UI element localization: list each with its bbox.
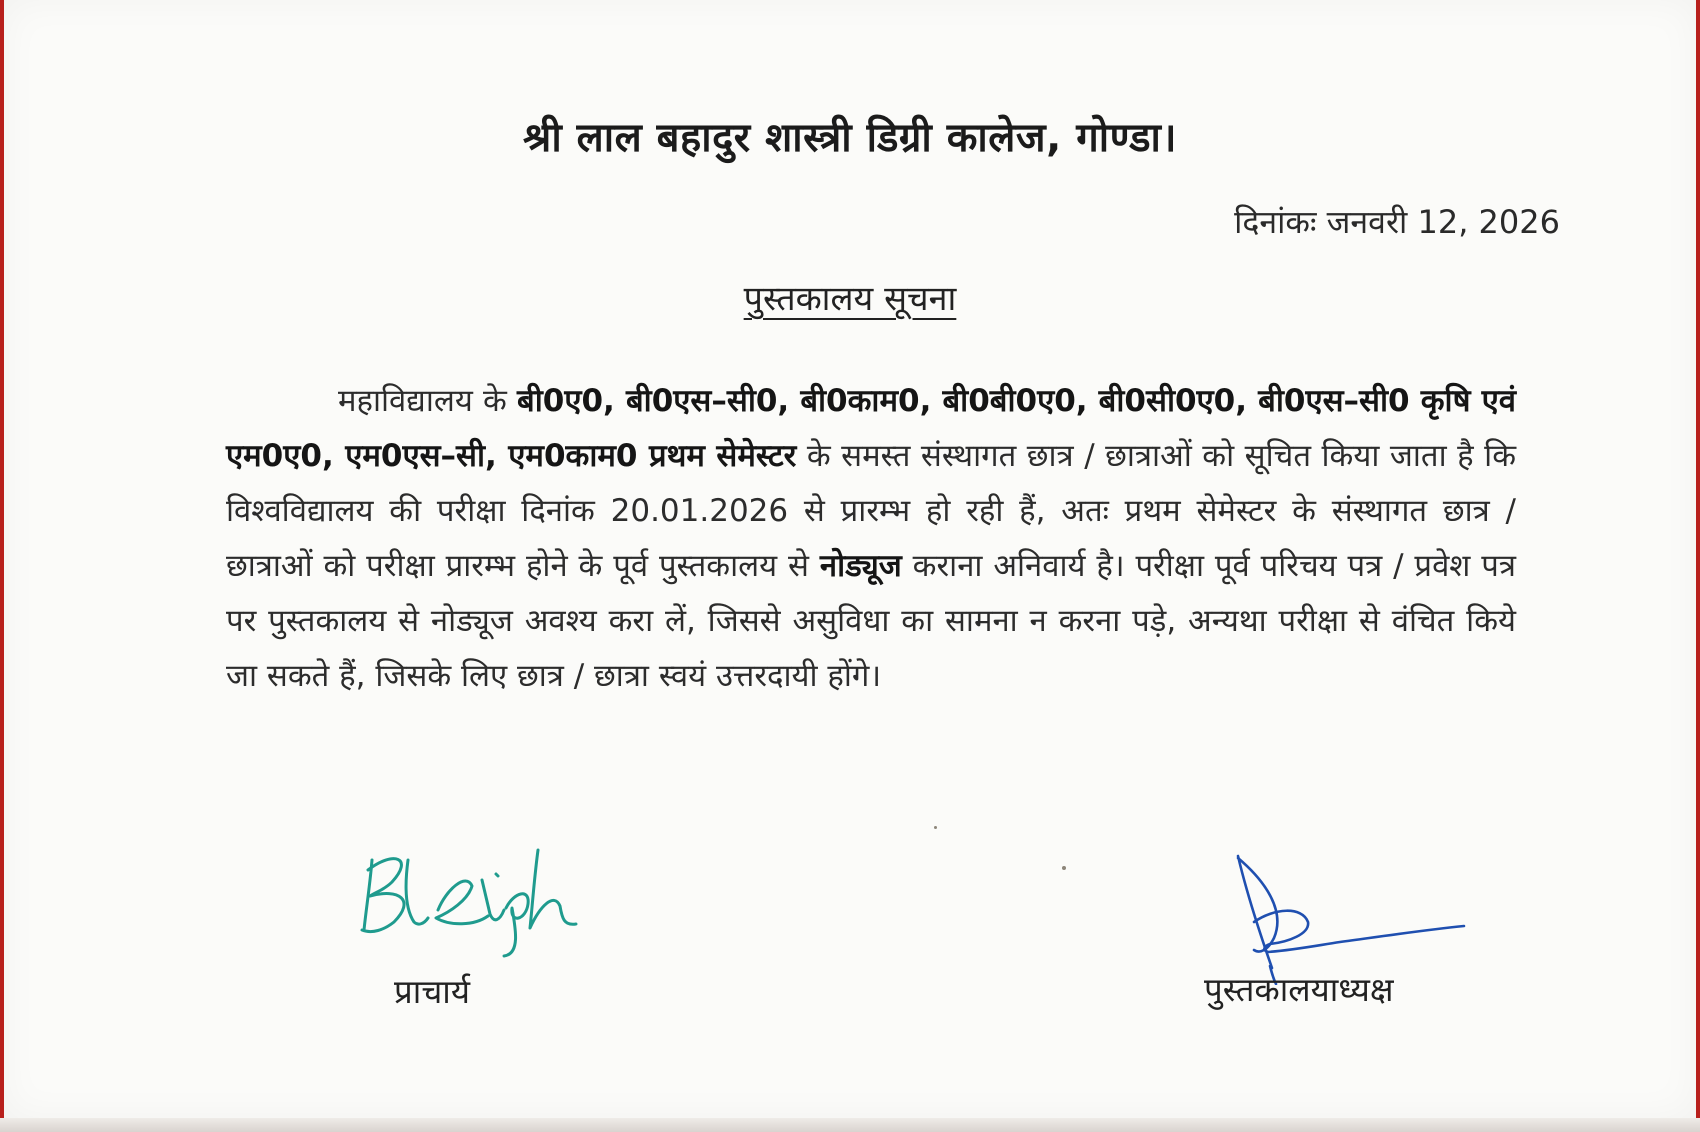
librarian-signature [1224, 850, 1469, 985]
body-part-2: के समस्त संस्थागत छात्र / छात्राओं को सूचित किया जाता है कि विश्वविद्यालय की परीक्षा दिनांक 20.01.2026 से प्रारम्भ हो रही हैं, अतः प्रथम सेमेस्टर के संस्थागत छात्र / छात्राओं को परीक्षा प्रारम्भ होने के पूर्व पुस्तकालय से [226, 438, 1516, 584]
principal-label: प्राचार्य [394, 972, 470, 1011]
paper-speck [1062, 866, 1066, 870]
body-part-1: महाविद्यालय के [338, 383, 518, 419]
college-name: श्री लाल बहादुर शास्त्री डिग्री कालेज, गोण्डा। [523, 115, 1177, 161]
librarian-label: पुस्तकालयाध्यक्ष [1204, 970, 1394, 1009]
notice-date: दिनांकः जनवरी 12, 2026 [1234, 203, 1560, 241]
page-bottom-edge [0, 1118, 1700, 1132]
notice-body [226, 374, 1516, 704]
notice-heading [4, 274, 1696, 320]
courses-list: बी0ए0, बी0एस–सी0, बी0काम0, बी0बी0ए0, बी0सी0ए0, बी0एस–सी0 कृषि एवं एम0ए0, एम0एस–सी, एम0काम0 प्रथम सेमेस्टर [226, 383, 1516, 474]
notice-sheet [4, 0, 1696, 1118]
body-part-3: कराना अनिवार्य है। परीक्षा पूर्व परिचय पत्र / प्रवेश पत्र पर पुस्तकालय से नोड्यूज अवश्य करा लें, जिससे असुविधा का सामना न करना पड़े, अन्यथा परीक्षा से वंचित किये जा सकते हैं, जिसके लिए छात्र / छात्रा स्वयं उत्तरदायी होंगे। [226, 548, 1516, 694]
notice-heading-text: पुस्तकालय सूचना [743, 279, 957, 319]
principal-signature [354, 830, 599, 960]
nodues-term: नोड्यूज [819, 548, 902, 584]
paper-speck [934, 826, 937, 829]
